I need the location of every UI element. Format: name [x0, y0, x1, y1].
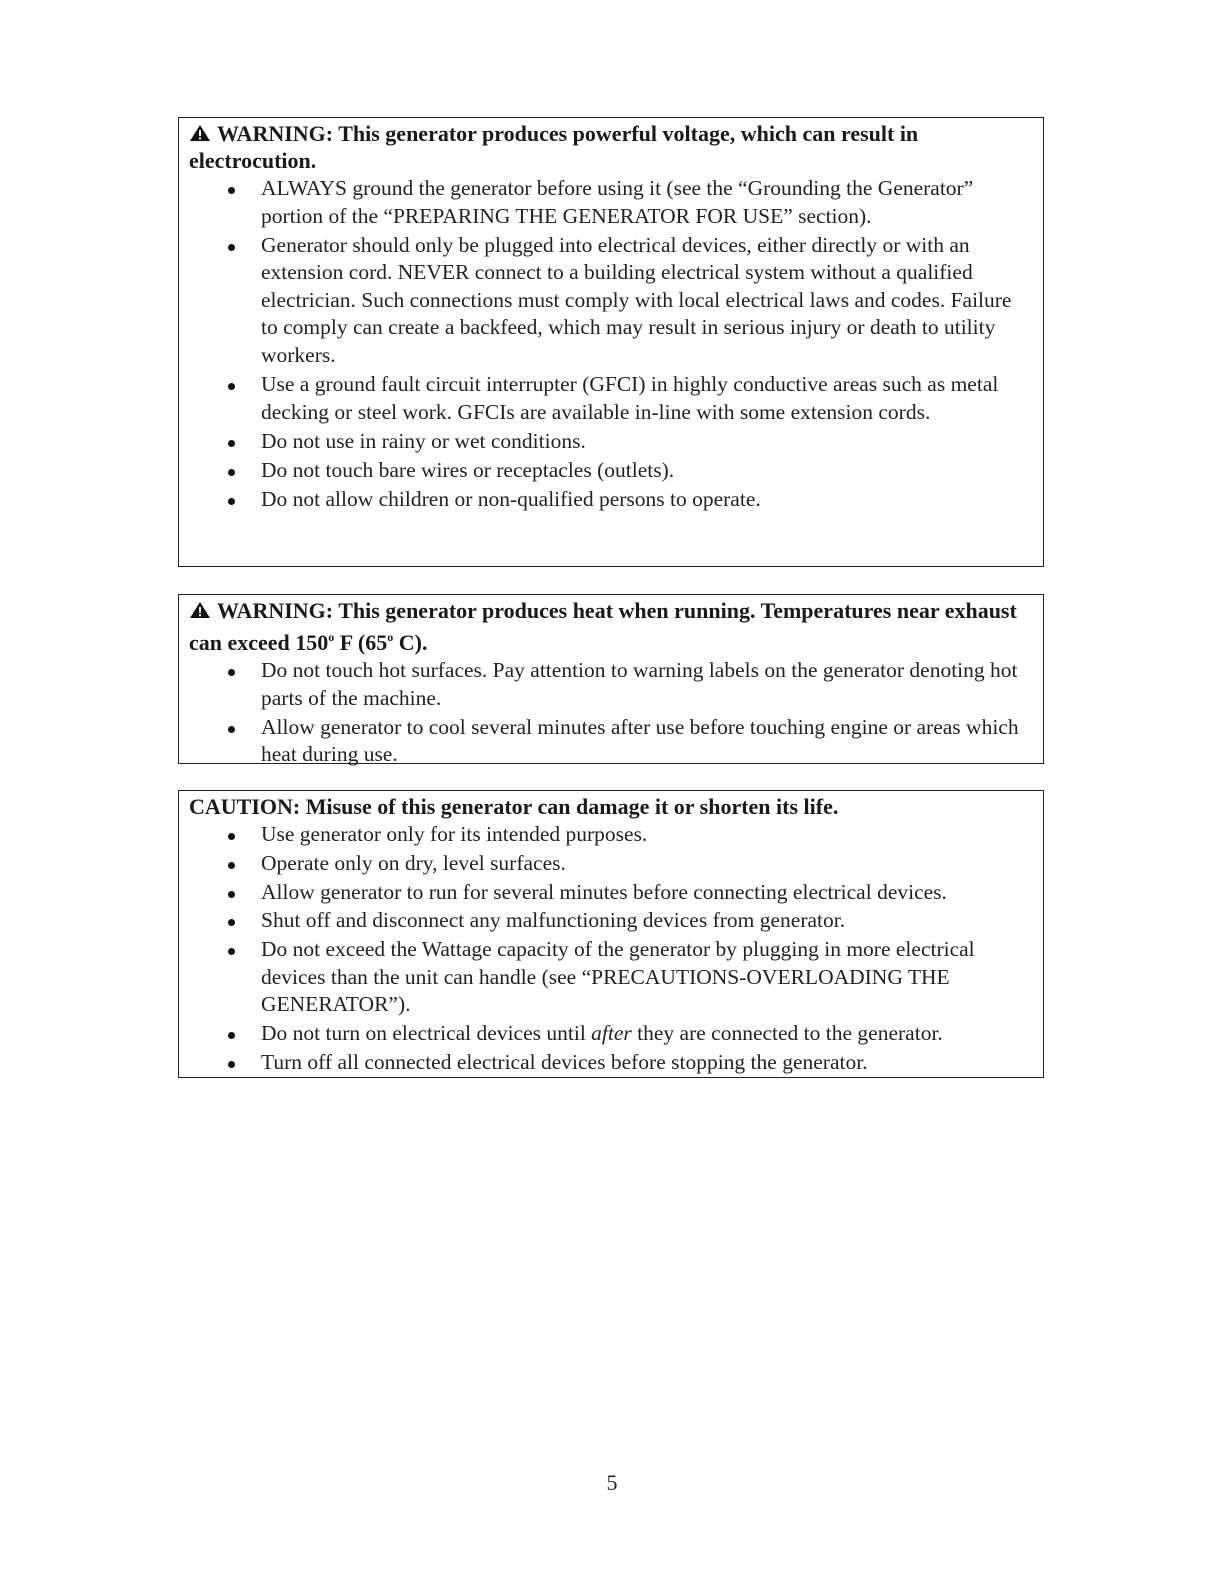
caution-heading [189, 793, 1033, 820]
list-item: Do not use in rainy or wet conditions. [261, 428, 1033, 456]
list-item: Generator should only be plugged into electrical devices, either directly or with an extension cord. NEVER connect to a building electrical system without a qualified electrician. Such connections must comply with local electrical laws and codes. Failure to comply can create a backfeed, which may result in serious injury or death to utility workers. [261, 232, 1033, 370]
bullet-icon [228, 187, 235, 194]
bullet-icon [228, 726, 235, 733]
bullet-icon [228, 891, 235, 898]
list-item: Use generator only for its intended purposes. [261, 821, 1033, 849]
list-item: Use a ground fault circuit interrupter (GFCI) in highly conductive areas such as metal decking or steel work. GFCIs are available in-line with some extension cords. [261, 371, 1033, 426]
bullet-icon [228, 498, 235, 505]
heat-warning-title: : This generator produces heat when running. Temperatures near exhaust can exceed 150 [189, 598, 1017, 655]
bullet-icon [228, 440, 235, 447]
electrocution-warning-box [178, 117, 1044, 567]
list-item: Allow generator to cool several minutes after use before touching engine or areas which heat during use. [261, 714, 1033, 769]
warning-triangle-icon [189, 124, 211, 142]
caution-box [178, 790, 1044, 1078]
bullet-icon [228, 919, 235, 926]
heat-warning-label: WARNING [217, 598, 326, 623]
list-item: Allow generator to run for several minutes before connecting electrical devices. [261, 879, 1033, 907]
bullet-icon [228, 948, 235, 955]
list-item: ALWAYS ground the generator before using it (see the “Grounding the Generator” portion of the “PREPARING THE GENERATOR FOR USE” section). [261, 175, 1033, 230]
list-item: Do not turn on electrical devices until after they are connected to the generator. [261, 1020, 1033, 1048]
caution-title: CAUTION: Misuse of this generator can damage it or shorten its life. [189, 794, 839, 819]
bullet-icon [228, 862, 235, 869]
list-item: Do not touch hot surfaces. Pay attention to warning labels on the generator denoting hot parts of the machine. [261, 657, 1033, 712]
electrocution-warning-list [189, 175, 1033, 514]
heat-warning-heading: WARNING: This generator produces heat when running. Temperatures near exhaust can exceed 150$^o$ F (65$^o$ C). [189, 598, 1017, 655]
bullet-icon [228, 469, 235, 476]
list-item: Shut off and disconnect any malfunctioning devices from generator. [261, 907, 1033, 935]
warning-triangle-icon [189, 601, 211, 619]
caution-list [189, 821, 1033, 1076]
list-item: Do not exceed the Wattage capacity of the generator by plugging in more electrical devices than the unit can handle (see “PRECAUTIONS-OVERLOADING THE GENERATOR”). [261, 936, 1033, 1019]
bullet-icon [228, 669, 235, 676]
bullet-icon [228, 383, 235, 390]
electrocution-warning-title: WARNING: This generator produces powerful voltage, which can result in electrocution. [189, 121, 919, 173]
bullet-icon [228, 244, 235, 251]
bullet-icon [228, 1032, 235, 1039]
bullet-icon [228, 1061, 235, 1068]
list-item: Do not allow children or non-qualified persons to operate. [261, 486, 1033, 514]
heat-warning-list [189, 657, 1033, 769]
bullet-icon [228, 833, 235, 840]
electrocution-warning-heading [189, 120, 1033, 174]
page-number: 5 [606, 1470, 618, 1495]
list-item: Operate only on dry, level surfaces. [261, 850, 1033, 878]
heat-warning-box [178, 594, 1044, 767]
list-item: Turn off all connected electrical devices before stopping the generator. [261, 1049, 1033, 1077]
list-item: Do not touch bare wires or receptacles (outlets). [261, 457, 1033, 485]
